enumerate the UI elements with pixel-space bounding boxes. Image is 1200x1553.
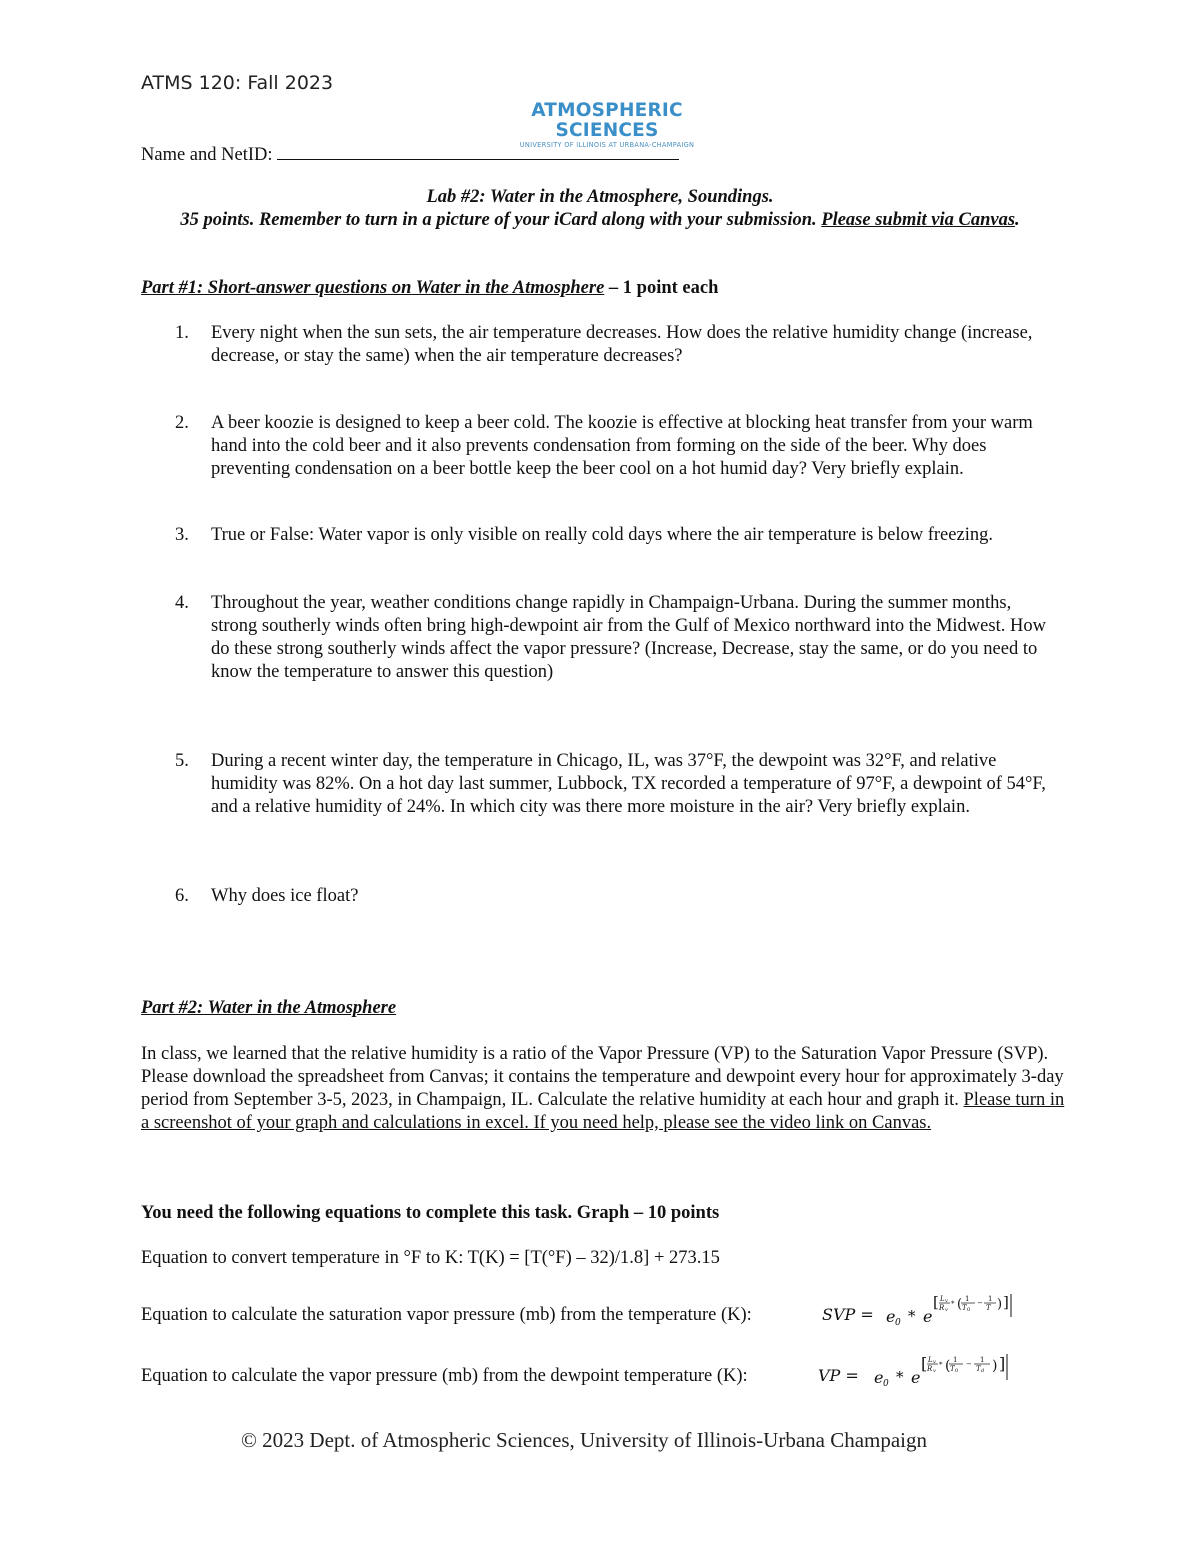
equations-heading: You need the following equations to complete this task. Graph – 10 points [141,1203,720,1223]
svg-text:v: v [933,1359,936,1365]
logo-main-text: ATMOSPHERIC SCIENCES [531,100,683,141]
svg-text:−: − [966,1360,972,1368]
svg-text:): ) [997,1297,1003,1312]
vp-formula-graphic [816,1350,1016,1388]
equation-svp-label: Equation to calculate the saturation vapor pressure (mb) from the temperature (K): [141,1305,752,1325]
submit-canvas-note: Please submit via Canvas [821,210,1016,230]
logo-sub-text: UNIVERSITY OF ILLINOIS AT URBANA-CHAMPAIGN [519,141,695,149]
svg-text:0: 0 [895,1318,901,1327]
lab-subtitle: 35 points. Remember to turn in a picture of your iCard along with your submission. Please submit via Canvas. [180,210,1020,230]
svg-text:(: ( [945,1358,951,1374]
svp-formula-graphic [820,1291,1020,1327]
svg-text:1: 1 [988,1295,993,1303]
copyright-footer: © 2023 Dept. of Atmospheric Sciences, University of Illinois-Urbana Champaign [240,1428,928,1452]
equation-vp-label: Equation to calculate the vapor pressure (mb) from the dewpoint temperature (K): [141,1366,748,1386]
svg-text:*: * [908,1307,916,1325]
svg-text:T: T [962,1304,967,1312]
svg-text:1: 1 [980,1356,985,1364]
svg-text:d: d [981,1368,985,1374]
part2-instructions: In class, we learned that the relative humidity is a ratio of the Vapor Pressure (VP) to the Saturation Vapor Pressure (SVP). Please download the spreadsheet from Canvas; it contains the temperature and dewpoint every hour for approximately 3-day period from September 3-5, 2023, in Champaign, IL. Calculate the relative humidity at each hour and graph it. Please turn in a screenshot of your graph and calculations in excel. If you need help, please see the video link on Canvas. [141,1044,1065,1133]
svg-text:e: e [923,1307,933,1326]
name-netid-label: Name and NetID: [141,145,273,165]
svg-text:*: * [896,1368,904,1386]
lab-title: Lab #2: Water in the Atmosphere, Soundings. [426,187,774,207]
name-netid-row [141,141,679,166]
svg-text:e: e [886,1307,896,1326]
course-header: ATMS 120: Fall 2023 [141,72,334,94]
vp-lhs: VP = [818,1366,859,1385]
svg-text:*: * [939,1361,943,1369]
svg-text:(: ( [957,1297,963,1312]
equation-temperature-conversion: Equation to convert temperature in °F to K: T(K) = [T(°F) – 32)/1.8] + 273.15 [141,1248,720,1268]
svp-formula [820,1291,1020,1327]
svg-text:L: L [928,1356,933,1364]
svg-text:T: T [976,1365,981,1373]
svg-text:v: v [945,1298,948,1304]
svg-text:0: 0 [883,1379,889,1388]
svg-text:0: 0 [955,1368,959,1374]
svp-lhs: SVP = [822,1305,874,1324]
svg-text:T: T [986,1304,991,1312]
part1-heading: Part #1: Short-answer questions on Water in the Atmosphere – 1 point each [141,278,719,298]
svg-text:v: v [945,1307,948,1313]
vp-formula [816,1350,1016,1388]
name-netid-blank[interactable] [277,141,679,160]
svg-text:]: ] [1003,1293,1009,1311]
svg-text:[: [ [921,1354,928,1373]
part2-heading: Part #2: Water in the Atmosphere [141,998,397,1018]
svg-text:): ) [992,1358,998,1374]
svg-text:e: e [874,1368,884,1387]
svg-text:L: L [940,1295,945,1303]
svg-text:R: R [927,1365,933,1373]
svg-text:0: 0 [967,1307,971,1313]
svg-text:1: 1 [953,1356,958,1364]
svg-text:*: * [951,1300,955,1308]
svg-text:]: ] [999,1354,1006,1373]
svg-text:R: R [939,1304,945,1312]
screenshot-instructions-link: Please turn in a screenshot of your graph and calculations in excel. If you need help, please see the video link on Canvas. [141,1090,1065,1133]
svg-text:−: − [977,1299,983,1307]
svg-text:T: T [950,1365,955,1373]
svg-text:1: 1 [965,1295,970,1303]
svg-text:v: v [933,1368,936,1374]
svg-text:e: e [911,1368,921,1387]
svg-text:[: [ [933,1293,939,1311]
